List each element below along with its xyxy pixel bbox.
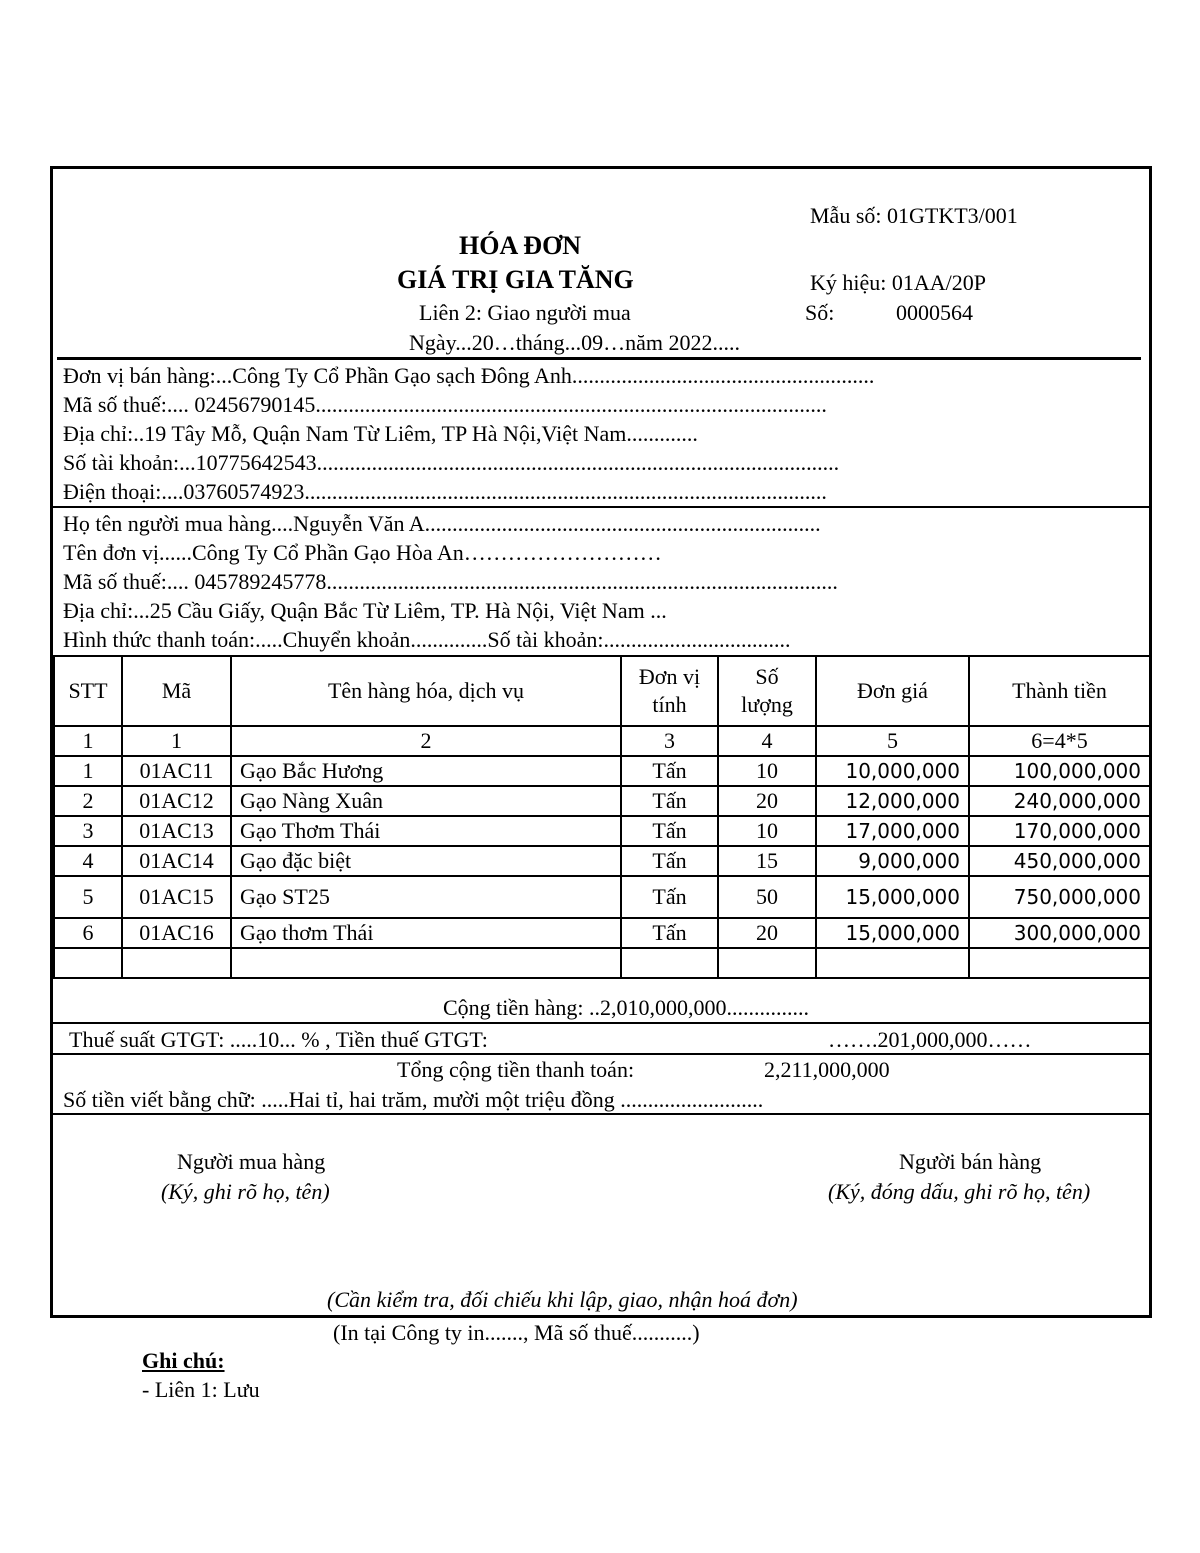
empty-cell [54,948,122,978]
table-row [54,846,1150,876]
row-stt: 1 [54,756,122,786]
invoice-subtitle: GIÁ TRỊ GIA TĂNG [397,265,634,294]
buyer-tax-code: Mã số thuế:.... 045789245778............................................................................................. [63,569,838,594]
row-unit-price: 12,000,000 [816,786,969,816]
row-unit: Tấn [621,816,718,846]
row-item-name: Gạo Bắc Hương [231,756,621,786]
row-quantity: 20 [718,786,816,816]
row-quantity: 10 [718,816,816,846]
buyer-signature-title: Người mua hàng [177,1149,326,1174]
row-code: 01AC15 [122,876,231,918]
row-code: 01AC16 [122,918,231,948]
row-unit: Tấn [621,756,718,786]
row-amount: 240,000,000 [969,786,1150,816]
empty-cell [122,948,231,978]
seller-phone: Điện thoại:....03760574923............................................................................................... [63,479,827,504]
form-number: Mẫu số: 01GTKT3/001 [810,203,1018,228]
table-row [54,816,1150,846]
index-cell: 5 [816,726,969,756]
row-unit: Tấn [621,876,718,918]
empty-cell [718,948,816,978]
serial-symbol: Ký hiệu: 01AA/20P [810,270,986,295]
row-stt: 3 [54,816,122,846]
check-note: (Cần kiểm tra, đối chiếu khi lập, giao, nhận hoá đơn) [327,1287,798,1312]
buyer-unit: Tên đơn vị......Công Ty Cổ Phần Gạo Hòa An……………………… [63,540,662,565]
grand-total-value: 2,211,000,000 [764,1057,890,1082]
subtotal-divider [53,1022,1149,1024]
empty-cell [231,948,621,978]
row-item-name: Gạo đặc biệt [231,846,621,876]
note-title: Ghi chú: [142,1348,225,1373]
empty-cell [969,948,1150,978]
seller-divider [53,506,1149,508]
row-code: 01AC12 [122,786,231,816]
empty-cell [816,948,969,978]
buyer-name: Họ tên người mua hàng....Nguyễn Văn A........................................................................ [63,511,821,536]
header-code: Mã [122,656,231,726]
header-quantity: Số lượng [718,656,816,726]
index-cell: 6=4*5 [969,726,1150,756]
header-item-name: Tên hàng hóa, dịch vụ [231,656,621,726]
seller-account: Số tài khoản:...10775642543............................................................................................... [63,450,840,475]
table-header-row [54,656,1150,726]
row-quantity: 20 [718,918,816,948]
index-cell: 4 [718,726,816,756]
row-amount: 300,000,000 [969,918,1150,948]
row-unit: Tấn [621,918,718,948]
row-unit-price: 15,000,000 [816,918,969,948]
header-stt: STT [54,656,122,726]
buyer-address: Địa chỉ:...25 Cầu Giấy, Quận Bắc Từ Liêm, TP. Hà Nội, Việt Nam ... [63,598,667,623]
index-cell: 2 [231,726,621,756]
row-unit: Tấn [621,786,718,816]
row-stt: 4 [54,846,122,876]
items-table [53,655,1151,979]
seller-signature-title: Người bán hàng [899,1149,1042,1174]
row-quantity: 15 [718,846,816,876]
header-unit-price: Đơn giá [816,656,969,726]
amount-in-words: Số tiền viết bằng chữ: .....Hai tỉ, hai trăm, mười một triệu đồng .......................... [63,1087,764,1112]
invoice-number: 0000564 [896,300,973,325]
row-item-name: Gạo Nàng Xuân [231,786,621,816]
index-cell: 1 [54,726,122,756]
invoice-date: Ngày...20…tháng...09…năm 2022..... [409,330,740,355]
row-amount: 100,000,000 [969,756,1150,786]
payment-method: Hình thức thanh toán:.....Chuyển khoản..............Số tài khoản:.................................. [63,627,791,652]
table-row [54,918,1150,948]
table-index-row [54,726,1150,756]
row-code: 01AC11 [122,756,231,786]
empty-cell [621,948,718,978]
table-row [54,876,1150,918]
printer-info: (In tại Công ty in......., Mã số thuế...........) [333,1320,700,1345]
row-stt: 2 [54,786,122,816]
copy-label: Liên 2: Giao người mua [419,300,631,325]
seller-signature-note: (Ký, đóng dấu, ghi rõ họ, tên) [828,1179,1091,1204]
row-item-name: Gạo thơm Thái [231,918,621,948]
vat-divider [53,1053,1149,1055]
row-quantity: 10 [718,756,816,786]
row-unit-price: 10,000,000 [816,756,969,786]
row-amount: 170,000,000 [969,816,1150,846]
header-unit: Đơn vị tính [621,656,718,726]
table-row-empty [54,948,1150,978]
row-amount: 750,000,000 [969,876,1150,918]
index-cell: 1 [122,726,231,756]
invoice-title: HÓA ĐƠN [459,231,582,260]
subtotal: Cộng tiền hàng: ..2,010,000,000............... [442,995,810,1020]
row-unit-price: 9,000,000 [816,846,969,876]
row-stt: 5 [54,876,122,918]
row-code: 01AC14 [122,846,231,876]
row-unit-price: 15,000,000 [816,876,969,918]
grand-total-label: Tổng cộng tiền thanh toán: [397,1057,635,1082]
seller-name: Đơn vị bán hàng:...Công Ty Cổ Phần Gạo sạch Đông Anh....................................................... [63,363,875,388]
table-row [54,786,1150,816]
invoice-number-label: Số: [805,300,835,325]
header-amount: Thành tiền [969,656,1150,726]
table-row [54,756,1150,786]
seller-tax-code: Mã số thuế:.... 02456790145............................................................................................. [63,392,827,417]
note-item: - Liên 1: Lưu [142,1377,260,1402]
row-quantity: 50 [718,876,816,918]
row-item-name: Gạo Thơm Thái [231,816,621,846]
index-cell: 3 [621,726,718,756]
words-divider [53,1113,1149,1115]
row-stt: 6 [54,918,122,948]
buyer-signature-note: (Ký, ghi rõ họ, tên) [161,1179,330,1204]
row-code: 01AC13 [122,816,231,846]
row-unit: Tấn [621,846,718,876]
row-unit-price: 17,000,000 [816,816,969,846]
invoice-frame [50,166,1152,1318]
vat-rate: Thuế suất GTGT: .....10... % , Tiền thuế GTGT: [69,1027,488,1052]
seller-address: Địa chỉ:..19 Tây Mỗ, Quận Nam Từ Liêm, TP Hà Nội,Việt Nam............. [63,421,698,446]
row-amount: 450,000,000 [969,846,1150,876]
vat-amount: …….201,000,000…… [828,1027,1032,1052]
row-item-name: Gạo ST25 [231,876,621,918]
header-divider [57,357,1141,360]
